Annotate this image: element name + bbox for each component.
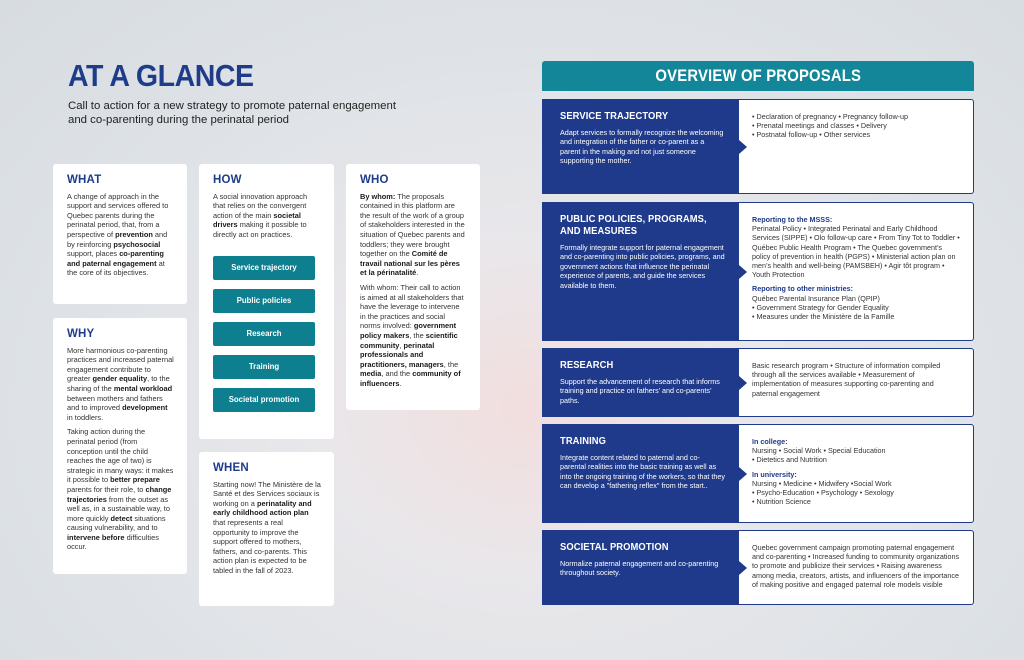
service-trajectory-description: Adapt services to formally recognize the welcoming and integration of the father or co-parent as a parent in the making and not just someone supporting the mother. [560, 128, 724, 166]
what-bold-3: co-parenting and paternal engagement [67, 249, 164, 268]
public-policies-msss-list: Perinatal Policy • Integrated Perinatal and Early Childhood Services (SIPPE) • Olo follow-up care • From Tiny Tot to Toddler • Québec Public Health Program • The Quebec government’s policy of prevention in health (PGPS) • Ministerial action plan on men’s health and well-being (PAMSBEH) • Agir tôt program • Youth Protection [752, 224, 960, 280]
service-trajectory-arrow-icon [739, 140, 747, 154]
what-bold-2: psychosocial [113, 239, 161, 249]
when-card [199, 452, 334, 606]
how-text-1: A social innovation approach that relies on the convergent action of the main [213, 191, 308, 220]
research-title: RESEARCH [560, 360, 614, 371]
who-p1-text-1: The proposals contained in this platform are the result of the work of a group of stakeholders interested in the situation of Quebec parents and toddlers; they were brought together on the [360, 191, 465, 259]
public-policies-row [542, 202, 974, 341]
who-p2-bold-5: community of influencers [360, 369, 461, 388]
who-paragraph-2 [360, 283, 467, 389]
training-arrow-icon [739, 467, 747, 481]
training-title: TRAINING [560, 436, 607, 447]
who-p2-bold-4: media [360, 369, 382, 379]
research-button[interactable]: Research [213, 322, 315, 346]
training-university-item-1: Nursing • Medicine • Midwifery •Social Work [752, 478, 892, 488]
how-text-2: making it possible to directly act on practices. [213, 220, 307, 239]
who-p2-bold-2: scientific community [360, 330, 458, 350]
when-text-2: that represents a real opportunity to improve the support offered to mothers, fathers, and co-parents. This action plan is expected to be tabled in the fall of 2023. [213, 517, 307, 575]
public-policies-details [730, 202, 974, 341]
training-button[interactable]: Training [213, 355, 315, 379]
when-text [213, 480, 321, 576]
societal-promotion-panel [542, 530, 739, 605]
public-policies-other-item-1: Québec Parental Insurance Plan (QPIP) [752, 293, 880, 303]
public-policies-button[interactable]: Public policies [213, 289, 315, 313]
who-p2-text-5: , and the [381, 369, 413, 379]
why-p2-text-1: Taking action during the perinatal period (from conception until the child reaches the age of two) is strategic in many ways: it makes it possible to [67, 427, 174, 485]
overview-title: OVERVIEW OF PROPOSALS [655, 67, 861, 85]
how-bold-1: societal drivers [213, 210, 301, 230]
training-subheading-university: In university: [752, 469, 797, 479]
service-trajectory-title: SERVICE TRAJECTORY [560, 111, 669, 122]
why-p1-bold-1: gender equality [92, 374, 148, 384]
why-p2-bold-4: intervene before [67, 532, 125, 542]
who-p2-text-6: . [399, 378, 402, 388]
what-text [67, 192, 174, 278]
public-policies-description: Formally integrate support for paternal engagement and co-parenting into public policies, programs, and government actions that influence the perinatal experience of parents, and guide the services available to them. [560, 243, 725, 290]
how-buttons [213, 256, 321, 412]
service-trajectory-item-1: • Declaration of pregnancy • Pregnancy follow-up [752, 112, 909, 121]
page-subtitle: Call to action for a new strategy to promote paternal engagement and co-parenting during the perinatal period [68, 100, 396, 126]
why-p1-bold-3: development [122, 403, 168, 413]
societal-promotion-list: Quebec government campaign promoting paternal engagement and co-parenting • Increased funding to community organizations to promote and publicize their services • Raising awareness among media, creators, artists, and influencers of the importance of making positive and engaged paternal role models visible [752, 543, 960, 589]
what-text-1: A change of approach in the support and services offered to Quebec parents during the perinatal period, that, from a perspective of [67, 191, 169, 239]
service-trajectory-row [542, 99, 974, 194]
public-policies-other-item-2: • Government Strategy for Gender Equality [752, 302, 889, 312]
training-description: Integrate content related to paternal and co-parental realities into the basic training as well as into the ongoing training of the workers, so that they can develop a "fathering reflex" from the start.. [560, 453, 726, 491]
societal-promotion-title: SOCIETAL PROMOTION [560, 542, 669, 553]
who-p1-bold-0: By whom: [360, 191, 396, 201]
service-trajectory-item-3: • Postnatal follow-up • Other services [752, 130, 871, 140]
why-p1-text-1: More harmonious co-parenting practices and increased paternal engagement contribute to greater [67, 345, 174, 384]
why-p1-text-4: in toddlers. [67, 412, 104, 422]
why-paragraph-1 [67, 346, 174, 423]
why-p2-text-5: difficulties occur. [67, 532, 159, 552]
how-text [213, 192, 321, 240]
who-heading: WHO [360, 174, 389, 186]
research-arrow-icon [739, 376, 747, 390]
societal-promotion-details [730, 530, 974, 605]
societal-promotion-button[interactable]: Societal promotion [213, 388, 315, 412]
research-description: Support the advancement of research that informs training and practice on fathers’ and co-parents’ paths. [560, 377, 720, 405]
why-paragraph-2 [67, 427, 174, 552]
what-text-2: and by reinforcing [67, 229, 168, 249]
training-college-item-1: Nursing • Social Work • Special Education [752, 446, 886, 456]
what-text-3: support, places [67, 249, 120, 259]
how-heading: HOW [213, 174, 242, 186]
who-p2-bold-1: government policy makers [360, 321, 457, 340]
why-p2-bold-1: better prepare [110, 475, 160, 485]
service-trajectory-panel [542, 99, 739, 194]
why-p2-text-3: from the outset as well as, in a sustainable way, to more quickly [67, 494, 170, 523]
research-panel [542, 348, 739, 417]
how-card [199, 164, 334, 439]
why-heading: WHY [67, 328, 95, 340]
training-row [542, 424, 974, 523]
who-p1-bold-1: Comité de travail national sur les pères et la périnatalité [360, 249, 460, 278]
why-p1-text-3: between mothers and fathers and to improved [67, 393, 163, 413]
why-p1-bold-2: mental workload [113, 383, 173, 393]
why-p1-text-2: , to the sharing of the [67, 374, 170, 393]
why-p2-text-4: situations causing vulnerability, and to [67, 513, 166, 533]
public-policies-other-item-3: • Measures under the Ministère de la Famille [752, 312, 895, 322]
societal-promotion-arrow-icon [739, 561, 747, 575]
who-card [346, 164, 480, 410]
when-heading: WHEN [213, 462, 249, 474]
page-title: AT A GLANCE [68, 58, 254, 93]
what-heading: WHAT [67, 174, 102, 186]
research-list: Basic research program • Structure of information compiled through all the services available • Measurement of implementation of measures supporting co-parenting and paternal engagement [752, 361, 941, 398]
service-trajectory-button[interactable]: Service trajectory [213, 256, 315, 280]
public-policies-title: PUBLIC POLICIES, PROGRAMS, AND MEASURES [560, 214, 707, 237]
why-p2-text-2: parents for their role, to [67, 484, 146, 494]
service-trajectory-details [730, 99, 974, 194]
training-university-item-3: • Nutrition Science [752, 497, 811, 507]
service-trajectory-item-2: • Prenatal meetings and classes • Delivery [752, 121, 887, 131]
training-subheading-college: In college: [752, 437, 788, 446]
public-policies-subheading-other: Reporting to other ministries: [752, 284, 854, 294]
why-p2-bold-2: change trajectories [67, 484, 172, 504]
research-details [730, 348, 974, 417]
societal-promotion-row [542, 530, 974, 605]
who-p1-text-2: . [416, 268, 419, 278]
who-paragraph-1 [360, 192, 467, 278]
when-bold-1: perinatality and early childhood action plan [213, 498, 312, 518]
training-university-item-2: • Psycho-Education • Psychology • Sexology [752, 488, 894, 498]
societal-promotion-description: Normalize paternal engagement and co-parenting throughout society. [560, 559, 719, 578]
public-policies-panel [542, 202, 739, 341]
why-card [53, 318, 187, 574]
public-policies-arrow-icon [739, 265, 747, 279]
who-p2-text-3: , [399, 340, 404, 350]
when-text-1: Starting now! The Ministère de la Santé et des Services sociaux is working on a [213, 479, 321, 508]
what-card [53, 164, 187, 304]
what-text-4: at the core of its objectives. [67, 258, 165, 278]
training-college-item-2: • Dietetics and Nutrition [752, 455, 827, 465]
who-p2-bold-3: perinatal professionals and practitioners, managers [360, 340, 444, 369]
who-p2-text-2: , the [409, 330, 426, 340]
training-details [730, 424, 974, 523]
why-p2-bold-3: detect [110, 513, 133, 523]
what-bold-1: prevention [115, 229, 153, 239]
who-p2-text-4: , the [443, 359, 459, 369]
public-policies-subheading-msss: Reporting to the MSSS: [752, 215, 833, 224]
overview-header [542, 61, 974, 91]
training-panel [542, 424, 739, 523]
who-p2-text-1: With whom: Their call to action is aimed at all stakeholders that have the leverage to intervene in the practices and social norms involved: [360, 282, 464, 331]
research-row [542, 348, 974, 417]
